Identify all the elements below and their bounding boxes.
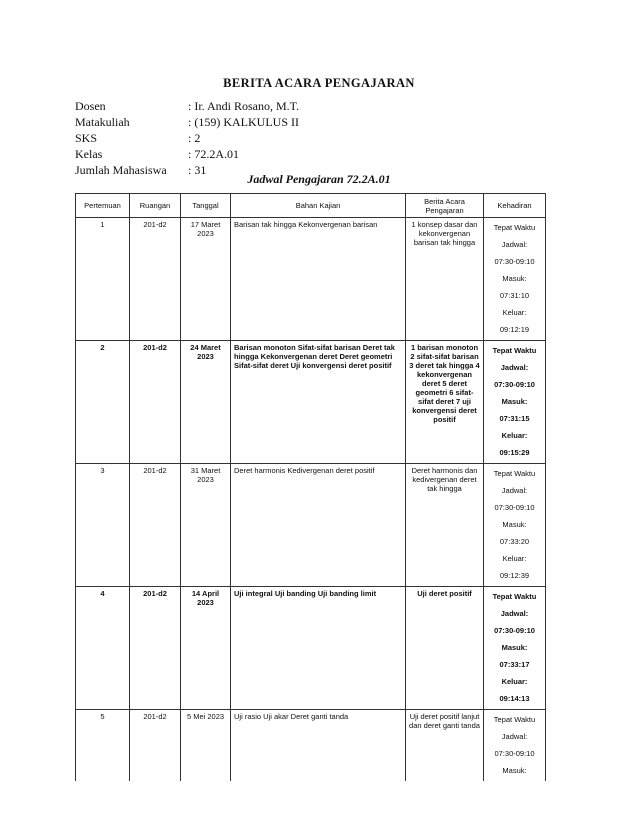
cell-tanggal: 5 Mei 2023 [181, 710, 231, 782]
header-kehadiran: Kehadiran [484, 194, 546, 218]
header-ruangan: Ruangan [130, 194, 181, 218]
document-title: BERITA ACARA PENGAJARAN [223, 76, 415, 90]
info-value: : (159) KALKULUS II [188, 115, 299, 129]
cell-bahan-kajian: Barisan monoton Sifat-sifat barisan Deret tak hingga Kekonvergenan deret Deret geometri Sifat-sifat deret Uji konvergensi deret positif [231, 341, 406, 464]
cell-ruangan: 201-d2 [130, 218, 181, 341]
kehadiran-status: Tepat Waktu [493, 715, 536, 724]
table-row [76, 464, 546, 587]
header-berita-acara: Berita Acara Pengajaran [406, 194, 484, 218]
kehadiran-line: Keluar: [502, 554, 527, 563]
kehadiran-line: Keluar: [501, 677, 528, 686]
kehadiran-line: 07:30-09:10 [494, 749, 535, 758]
kehadiran-status: Tepat Waktu [493, 469, 536, 478]
kehadiran-line: Jadwal: [501, 240, 528, 249]
info-label: Dosen [75, 99, 106, 113]
header-bahan-kajian: Bahan Kajian [231, 194, 406, 218]
kehadiran-line: 07:30-09:10 [494, 380, 535, 389]
kehadiran-line: Masuk: [501, 397, 528, 406]
kehadiran-line: Keluar: [502, 308, 527, 317]
table-header-row [76, 194, 546, 218]
kehadiran-line: Masuk: [502, 520, 527, 529]
kehadiran-line: Jadwal: [501, 486, 528, 495]
cell-pertemuan: 2 [76, 341, 130, 464]
cell-kehadiran [484, 341, 546, 464]
cell-pertemuan: 4 [76, 587, 130, 710]
kehadiran-line: Keluar: [501, 431, 528, 440]
cell-bahan-kajian: Barisan tak hingga Kekonvergenan barisan [231, 218, 406, 341]
cell-tanggal: 24 Maret 2023 [181, 341, 231, 464]
cell-berita-acara: Uji deret positif [406, 587, 484, 710]
info-label: Matakuliah [75, 115, 130, 129]
cell-ruangan: 201-d2 [130, 587, 181, 710]
table-row [76, 587, 546, 710]
cell-berita-acara: Deret harmonis dan kedivergenan deret tak hingga [406, 464, 484, 587]
kehadiran-line: 09:12:39 [499, 571, 530, 580]
kehadiran-line: 09:15:29 [499, 448, 530, 457]
kehadiran-line: Masuk: [501, 643, 528, 652]
kehadiran-status: Tepat Waktu [492, 346, 537, 355]
cell-berita-acara: 1 konsep dasar dan kekonvergenan barisan tak hingga [406, 218, 484, 341]
header-tanggal: Tanggal [181, 194, 231, 218]
kehadiran-line: 07:33:17 [499, 660, 530, 669]
kehadiran-status: Tepat Waktu [493, 223, 536, 232]
kehadiran-line: Masuk: [502, 766, 527, 775]
cell-pertemuan: 5 [76, 710, 130, 782]
cell-tanggal: 17 Maret 2023 [181, 218, 231, 341]
info-value: : Ir. Andi Rosano, M.T. [188, 99, 300, 113]
kehadiran-line: 07:30-09:10 [494, 503, 535, 512]
schedule-title: Jadwal Pengajaran 72.2A.01 [247, 172, 391, 186]
header-pertemuan: Pertemuan [76, 194, 130, 218]
cell-pertemuan: 3 [76, 464, 130, 587]
cell-berita-acara: 1 barisan monoton 2 sifat-sifat barisan 3 deret tak hingga 4 kekonvergenan deret 5 deret geometri 6 sifat-sifat deret 7 uji konvergensi deret positif [406, 341, 484, 464]
cell-kehadiran [484, 464, 546, 587]
info-value: : 2 [188, 131, 201, 145]
kehadiran-status: Tepat Waktu [492, 592, 537, 601]
kehadiran-line: 09:12:19 [499, 325, 530, 334]
kehadiran-line: 07:31:10 [499, 291, 530, 300]
kehadiran-line: Jadwal: [501, 732, 528, 741]
cell-tanggal: 14 April 2023 [181, 587, 231, 710]
info-label: SKS [75, 131, 98, 145]
kehadiran-line: 07:33:20 [499, 537, 530, 546]
kehadiran-line: 09:14:13 [499, 694, 530, 703]
info-label: Kelas [75, 147, 103, 161]
kehadiran-line: Jadwal: [500, 363, 529, 372]
kehadiran-line: 07:30-09:10 [494, 626, 535, 635]
table-row [76, 218, 546, 341]
cell-ruangan: 201-d2 [130, 464, 181, 587]
info-value: : 31 [188, 163, 207, 177]
info-value: : 72.2A.01 [188, 147, 239, 161]
kehadiran-line: Jadwal: [500, 609, 529, 618]
cell-bahan-kajian: Deret harmonis Kedivergenan deret positif [231, 464, 406, 587]
cell-bahan-kajian: Uji rasio Uji akar Deret ganti tanda [231, 710, 406, 782]
cell-tanggal: 31 Maret 2023 [181, 464, 231, 587]
cell-kehadiran [484, 218, 546, 341]
cell-kehadiran [484, 587, 546, 710]
cell-ruangan: 201-d2 [130, 710, 181, 782]
cell-kehadiran [484, 710, 546, 782]
schedule-table [75, 193, 546, 781]
kehadiran-line: 07:31:15 [499, 414, 530, 423]
cell-berita-acara: Uji deret positif lanjut dan deret ganti tanda [406, 710, 484, 782]
table-row [76, 710, 546, 782]
cell-bahan-kajian: Uji integral Uji banding Uji banding limit [231, 587, 406, 710]
kehadiran-line: Masuk: [502, 274, 527, 283]
table-row [76, 341, 546, 464]
info-label: Jumlah Mahasiswa [75, 163, 167, 177]
cell-pertemuan: 1 [76, 218, 130, 341]
kehadiran-line: 07:30-09:10 [494, 257, 535, 266]
cell-ruangan: 201-d2 [130, 341, 181, 464]
